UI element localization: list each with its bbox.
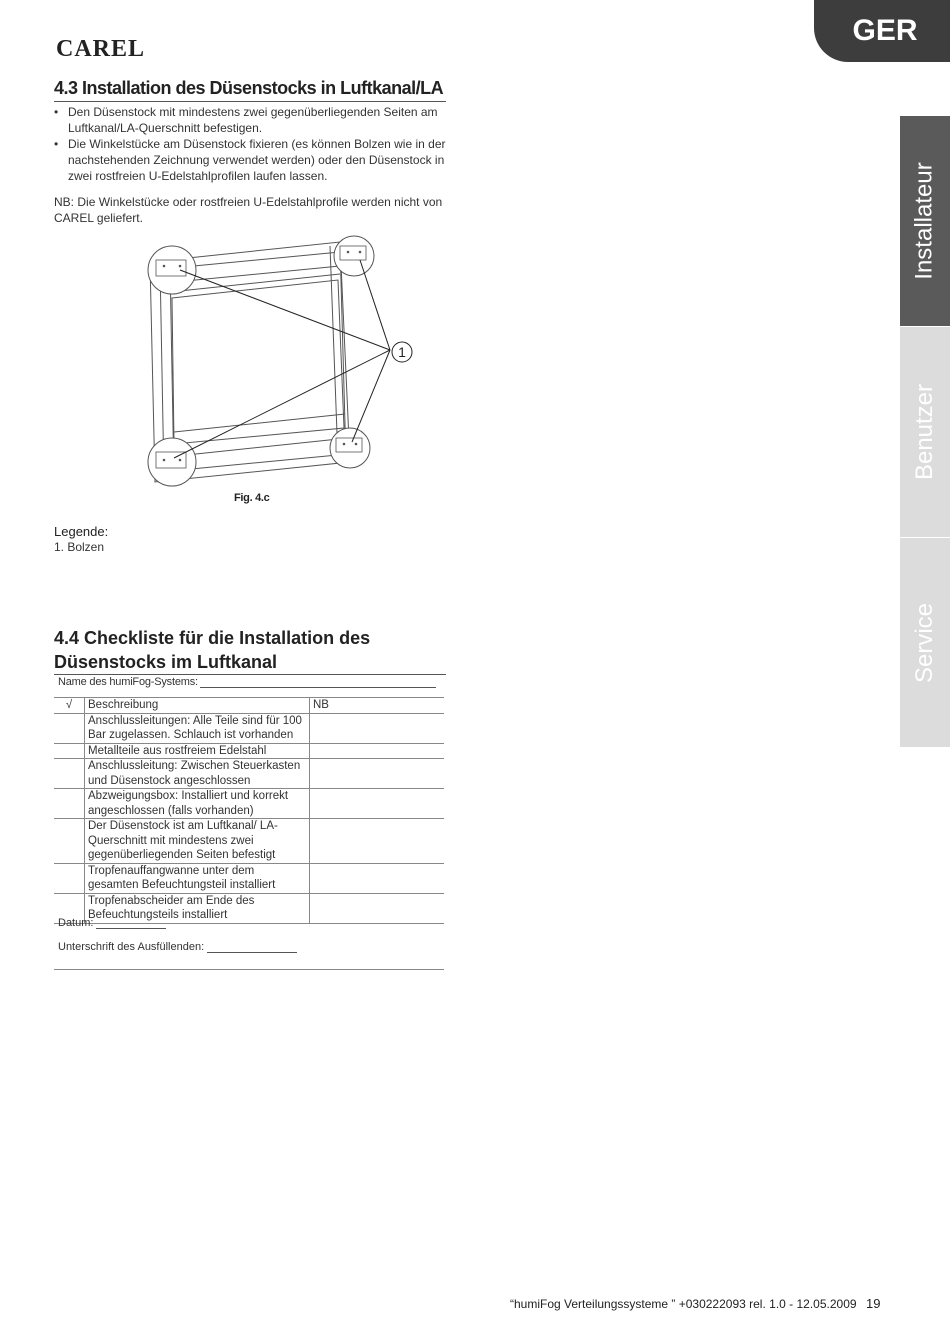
check-cell[interactable]: [54, 863, 85, 893]
tab-benutzer-label: Benutzer: [911, 383, 938, 481]
check-cell[interactable]: [54, 713, 85, 743]
section-end-rule: [54, 969, 444, 970]
description-cell: Der Düsenstock ist am Luftkanal/ LA-Querschnitt mit mindestens zwei gegenüberliegenden Seiten befestigt: [85, 819, 310, 864]
tab-installateur-label: Installateur: [911, 162, 938, 280]
check-cell[interactable]: [54, 759, 85, 789]
legend-title: Legende:: [54, 524, 109, 539]
nb-note: [54, 194, 446, 226]
description-cell: Abzweigungsbox: Installiert und korrekt angeschlossen (falls vorhanden): [85, 789, 310, 819]
signature-field[interactable]: [58, 941, 297, 953]
header-nb: NB: [310, 698, 445, 714]
signature-blank[interactable]: [207, 941, 297, 953]
nb-label: NB:: [54, 195, 75, 209]
table-row: [54, 743, 444, 759]
nb-cell[interactable]: [310, 863, 445, 893]
nb-cell[interactable]: [310, 819, 445, 864]
bullet-item: • Die Winkelstücke am Düsenstock fixieren (es können Bolzen wie in der nachstehenden Zeichnung verwendet werden) oder den Düsenstock in zwei rostfreien U-Edelstahlprofilen laufen lassen.: [54, 136, 446, 184]
header-check: √: [54, 698, 85, 714]
system-name-blank[interactable]: [200, 676, 436, 688]
carel-logo: CAREL: [56, 36, 146, 62]
description-cell: Tropfenauffangwanne unter dem gesamten Befeuchtungsteil installiert: [85, 863, 310, 893]
nb-cell[interactable]: [310, 893, 445, 923]
system-name-field[interactable]: [58, 676, 446, 688]
check-cell[interactable]: [54, 789, 85, 819]
nb-cell[interactable]: [310, 713, 445, 743]
installation-checklist: [54, 697, 444, 924]
check-cell[interactable]: [54, 743, 85, 759]
section-44-title: [54, 626, 446, 675]
signature-label: Unterschrift des Ausfüllenden:: [58, 941, 205, 953]
tab-installateur[interactable]: [900, 115, 950, 326]
nb-text: Die Winkelstücke oder rostfreien U-Edelstahlprofile werden nicht von CAREL geliefert.: [54, 195, 443, 225]
header-description: Beschreibung: [85, 698, 310, 714]
nb-cell[interactable]: [310, 743, 445, 759]
date-blank[interactable]: [96, 917, 166, 929]
callout-number: 1: [398, 344, 406, 360]
date-label: Datum:: [58, 917, 94, 929]
legend-item: 1. Bolzen: [54, 540, 105, 554]
check-cell[interactable]: [54, 819, 85, 864]
figure-caption: Fig. 4.c: [234, 492, 270, 504]
nozzle-rack-figure: [140, 232, 420, 492]
table-row: [54, 759, 444, 789]
bullet-item: • Den Düsenstock mit mindestens zwei gegenüberliegenden Seiten am Luftkanal/LA-Querschnitt befestigen.: [54, 104, 446, 136]
system-name-label: Name des humiFog-Systems:: [58, 676, 198, 688]
section-44-title-line2: Düsenstocks im Luftkanal: [54, 652, 278, 672]
table-row: [54, 819, 444, 864]
tab-service[interactable]: [900, 537, 950, 747]
description-cell: Anschlussleitung: Zwischen Steuerkasten und Düsenstock angeschlossen: [85, 759, 310, 789]
description-cell: Metallteile aus rostfreiem Edelstahl: [85, 743, 310, 759]
table-row: [54, 863, 444, 893]
date-field[interactable]: [58, 917, 166, 929]
table-header-row: [54, 698, 444, 714]
footer-doc-ref: “humiFog Verteilungssysteme ” +030222093 rel. 1.0 - 12.05.2009: [510, 1297, 857, 1311]
description-cell: Tropfenabscheider am Ende des Befeuchtungsteils installiert: [85, 893, 310, 923]
page-number: 19: [866, 1296, 881, 1311]
tab-benutzer[interactable]: [900, 326, 950, 537]
description-cell: Anschlussleitungen: Alle Teile sind für 100 Bar zugelassen. Schlauch ist vorhanden: [85, 713, 310, 743]
tab-service-label: Service: [911, 602, 938, 683]
language-tab[interactable]: GER: [814, 0, 950, 62]
table-row: [54, 789, 444, 819]
section-44-title-line1: 4.4 Checkliste für die Installation des: [54, 628, 371, 648]
table-row: [54, 713, 444, 743]
nb-cell[interactable]: [310, 759, 445, 789]
nb-cell[interactable]: [310, 789, 445, 819]
section-43-bullets: [54, 104, 446, 184]
section-43-title: 4.3 Installation des Düsenstocks in Luftkanal/LA: [54, 78, 446, 102]
